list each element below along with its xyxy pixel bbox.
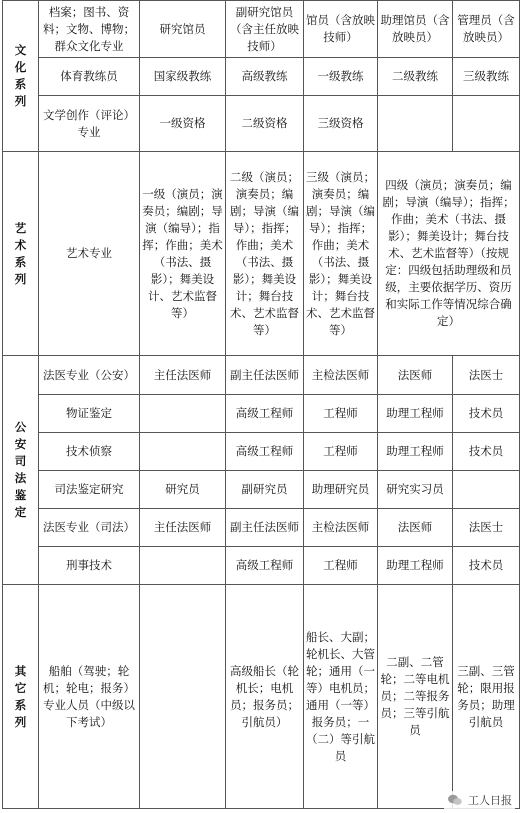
table-row: [3, 395, 520, 433]
watermark: [444, 791, 515, 809]
category-art: 艺 术 系 列: [3, 152, 39, 356]
table-row: [3, 585, 520, 809]
title-cell: [140, 395, 226, 433]
title-cell: 三级教练: [453, 58, 520, 96]
title-cell: 法医师: [378, 356, 453, 395]
field-cell: 体育教练员: [39, 58, 140, 96]
title-cell: 主检法医师: [304, 356, 378, 395]
title-cell: 高级船长（轮机长；电机员；报务员；引航员）: [226, 585, 304, 809]
table-row: [3, 58, 520, 96]
field-cell: 艺术专业: [39, 152, 140, 356]
title-cell: 三级资格: [304, 96, 378, 152]
field-cell: 船舶（驾驶；轮机；轮电；报务）专业人员（中级以下考试）: [39, 585, 140, 809]
title-cell: 三副、三管轮；限用报务员；助理引航员: [453, 585, 520, 809]
title-cell: 国家级教练: [140, 58, 226, 96]
field-cell: 技术侦察: [39, 433, 140, 471]
field-cell: 司法鉴定研究: [39, 471, 140, 509]
title-cell: 技术员: [453, 395, 520, 433]
category-culture: 文 化 系 列: [3, 1, 39, 152]
chat-bubble-icon: [447, 792, 463, 808]
title-cell: 主任法医师: [140, 356, 226, 395]
field-cell: 法医专业（公安）: [39, 356, 140, 395]
title-cell: 主检法医师: [304, 509, 378, 547]
title-cell: 技术员: [453, 433, 520, 471]
table-row: [3, 96, 520, 152]
watermark-text: 工人日报: [468, 794, 512, 807]
category-justice: 公 安 司 法 鉴 定: [3, 356, 39, 585]
title-cell: [453, 96, 520, 152]
title-cell: 一级（演员；演奏员；编剧；导演（编导）；指挥；作曲；美术（书法、摄影）；舞美设计、艺术监督等）: [140, 152, 226, 356]
title-cell: 高级教练: [226, 58, 304, 96]
title-cell: 副研究馆员（含主任放映技师）: [226, 1, 304, 58]
table-row: [3, 471, 520, 509]
title-cell: 二级教练: [378, 58, 453, 96]
title-cell: 技术员: [453, 547, 520, 585]
title-cell: 管理员（含放映员）: [453, 1, 520, 58]
field-cell: 法医专业（司法）: [39, 509, 140, 547]
title-cell: 工程师: [304, 433, 378, 471]
title-cell: 高级工程师: [226, 433, 304, 471]
title-cell: 工程师: [304, 395, 378, 433]
title-cell: [140, 547, 226, 585]
title-cell: 一级资格: [140, 96, 226, 152]
title-cell: 馆员（含放映技师）: [304, 1, 378, 58]
title-cell: 助理工程师: [378, 395, 453, 433]
title-cell: 法医士: [453, 356, 520, 395]
table-row: [3, 152, 520, 356]
title-cell: 三级（演员；演奏员；编剧；导演（编导）；指挥；作曲；美术（书法、摄影）；舞美设计；舞台技术、艺术监督等）: [304, 152, 378, 356]
title-cell: [453, 471, 520, 509]
table-row: [3, 356, 520, 395]
title-cell: 主任法医师: [140, 509, 226, 547]
title-cell: 研究馆员: [140, 1, 226, 58]
field-cell: 刑事技术: [39, 547, 140, 585]
title-cell: 船长、大副；轮机长、大管轮；通用（一等）电机员；通用（一等）报务员；一（二）等引航员: [304, 585, 378, 809]
table-row: [3, 1, 520, 58]
field-cell: 物证鉴定: [39, 395, 140, 433]
title-cell: 工程师: [304, 547, 378, 585]
title-cell: 助理馆员（含放映员）: [378, 1, 453, 58]
title-cell: [140, 585, 226, 809]
title-cell: 二级（演员；演奏员；编剧；导演（编导）；指挥；作曲；美术（书法、摄影）；舞美设计；舞台技术、艺术监督等）: [226, 152, 304, 356]
title-cell: 研究实习员: [378, 471, 453, 509]
title-cell: 副主任法医师: [226, 509, 304, 547]
table-row: [3, 509, 520, 547]
title-cell: 四级（演员；演奏员；编剧；导演（编导）；指挥；作曲；美术（书法、摄影）；舞美设计；舞台技术、艺术监督等）（按规定：四级包括助理级和员级，主要依据学历、资历和实际工作等情况综合确定）: [378, 152, 520, 356]
title-cell: 二级资格: [226, 96, 304, 152]
category-other: 其 它 系 列: [3, 585, 39, 809]
title-cell: 副主任法医师: [226, 356, 304, 395]
field-cell: 文学创作（评论）专业: [39, 96, 140, 152]
table-row: [3, 433, 520, 471]
title-cell: [140, 433, 226, 471]
title-cell: 高级工程师: [226, 547, 304, 585]
title-cell: 法医师: [378, 509, 453, 547]
title-cell: 二副、二管轮；二等电机员；二等报务员；三等引航员: [378, 585, 453, 809]
title-cell: 一级教练: [304, 58, 378, 96]
title-cell: 研究员: [140, 471, 226, 509]
field-cell: 档案；图书、资料；文物、博物；群众文化专业: [39, 1, 140, 58]
title-cell: 副研究员: [226, 471, 304, 509]
title-cell: 助理研究员: [304, 471, 378, 509]
title-cell: 助理工程师: [378, 547, 453, 585]
table-row: [3, 547, 520, 585]
title-cell: 助理工程师: [378, 433, 453, 471]
title-cell: 法医士: [453, 509, 520, 547]
title-cell: 高级工程师: [226, 395, 304, 433]
title-cell: [378, 96, 453, 152]
title-classification-table: [2, 0, 520, 809]
